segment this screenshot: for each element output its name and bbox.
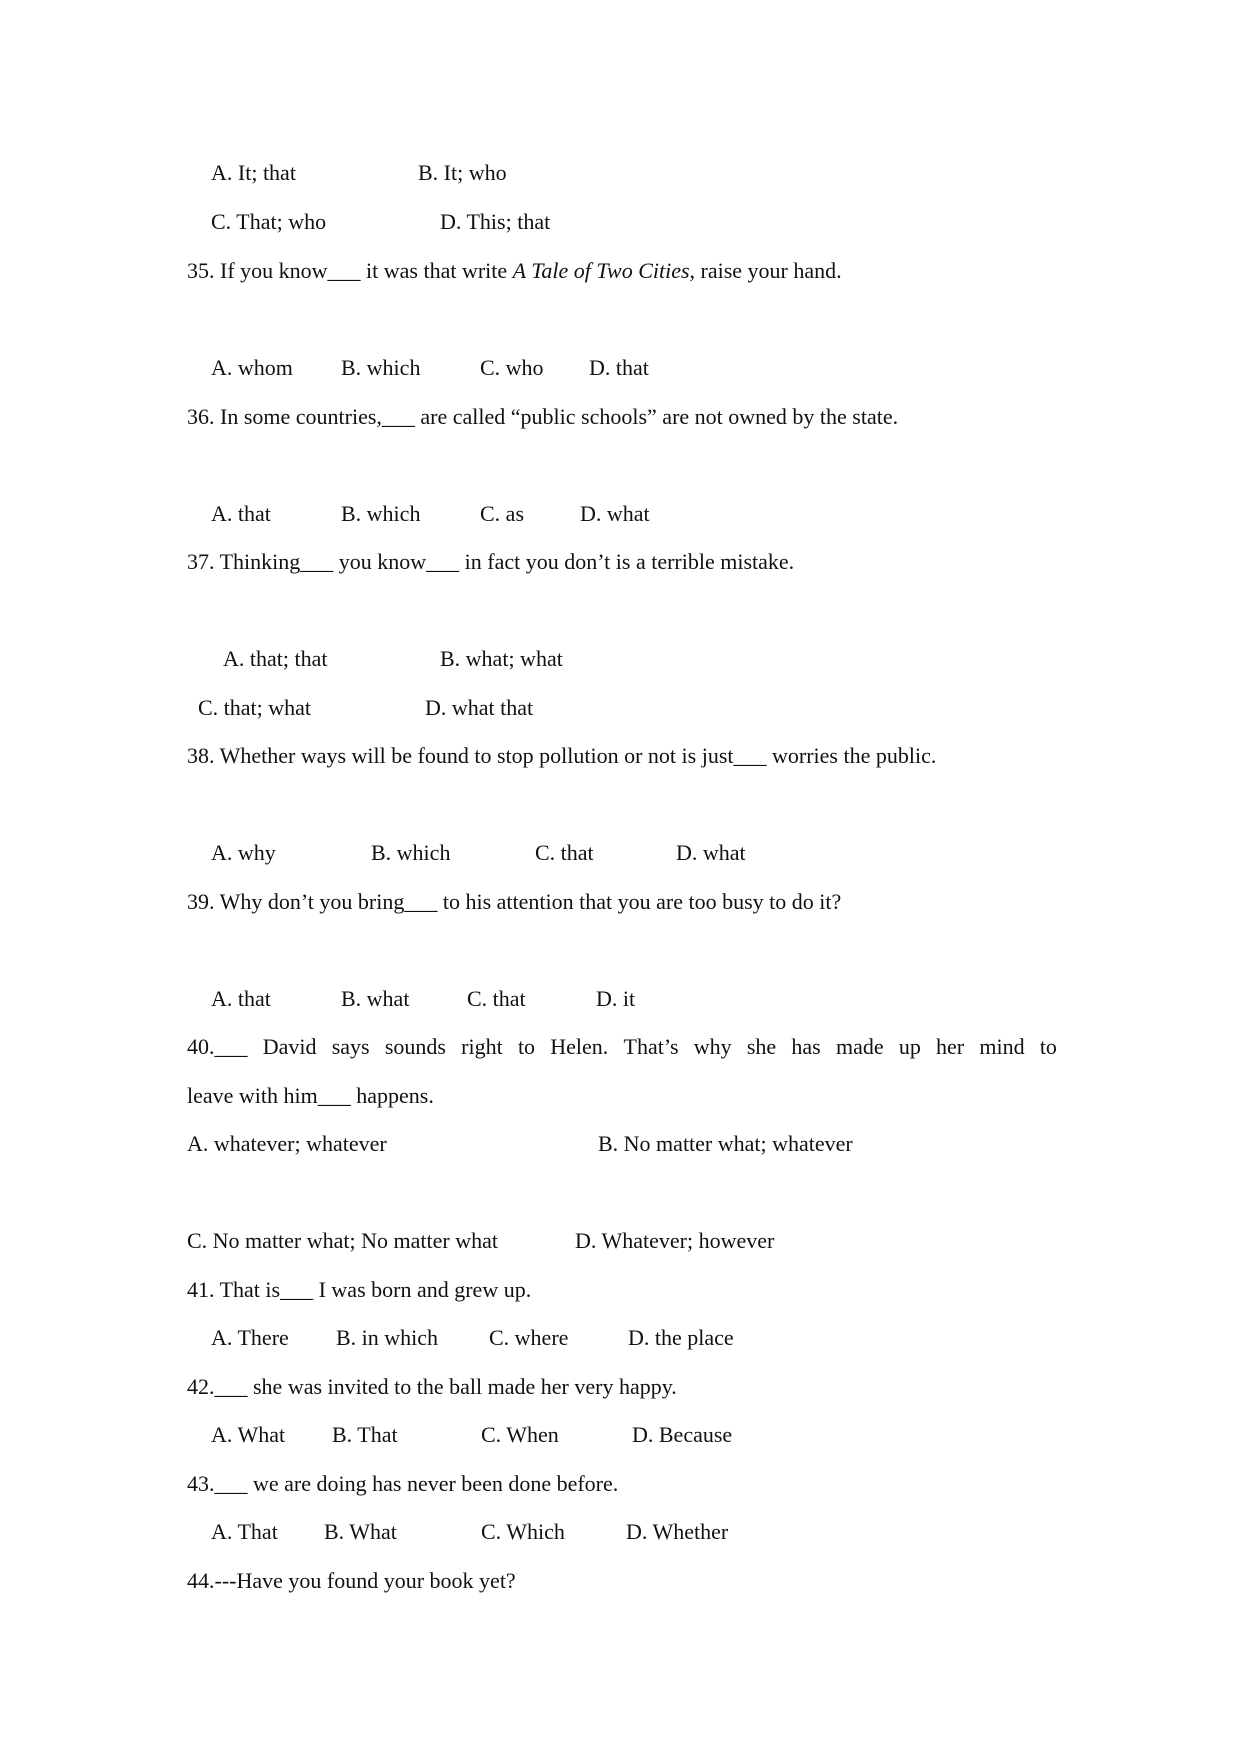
q40-word: to: [1039, 1034, 1057, 1059]
q40-word: right: [461, 1034, 503, 1059]
q40-word: sounds: [384, 1034, 446, 1059]
q43-option-c: C. Which: [481, 1519, 565, 1544]
q41-question: 41. That is___ I was born and grew up.: [187, 1277, 532, 1302]
q37-option-c: C. that; what: [198, 695, 312, 720]
q41-option-a: A. There: [211, 1325, 289, 1350]
q40-option-d: D. Whatever; however: [575, 1228, 775, 1253]
q36-option-b: B. which: [341, 501, 421, 526]
q43-option-b: B. What: [324, 1519, 397, 1544]
q36-option-c: C. as: [480, 501, 524, 526]
q40-question-line2: leave with him___ happens.: [187, 1083, 434, 1108]
q40-word: That’s: [623, 1034, 679, 1059]
q43-option-d: D. Whether: [626, 1519, 729, 1544]
q38-option-b: B. which: [371, 840, 451, 865]
q40-option-b: B. No matter what; whatever: [598, 1131, 853, 1156]
q40-word: has: [791, 1034, 821, 1059]
q40-word: says: [331, 1034, 370, 1059]
q40-question-line1: [187, 1034, 1057, 1060]
q38-option-c: C. that: [535, 840, 594, 865]
q35-text-before: If you know___ it was that write: [214, 258, 513, 283]
q35-question: [187, 258, 842, 284]
q36-question: 36. In some countries,___ are called “public schools” are not owned by the state.: [187, 404, 899, 429]
q41-option-c: C. where: [489, 1325, 569, 1350]
q40-option-a: A. whatever; whatever: [187, 1131, 387, 1156]
q36-option-d: D. what: [580, 501, 650, 526]
q40-word: Helen.: [550, 1034, 609, 1059]
q38-option-a: A. why: [211, 840, 276, 865]
q37-option-d: D. what that: [425, 695, 534, 720]
q39-option-a: A. that: [211, 986, 271, 1011]
q35-text-after: , raise your hand.: [689, 258, 842, 283]
q40-word: mind: [979, 1034, 1025, 1059]
q42-option-a: A. What: [211, 1422, 286, 1447]
q41-option-d: D. the place: [628, 1325, 734, 1350]
q39-question: 39. Why don’t you bring___ to his attention that you are too busy to do it?: [187, 889, 842, 914]
q40-word: David: [262, 1034, 317, 1059]
q40-word: up: [898, 1034, 921, 1059]
q35-option-a: A. whom: [211, 355, 293, 380]
q35-option-d: D. that: [589, 355, 649, 380]
q34-option-b: B. It; who: [418, 160, 507, 185]
q42-question: 42.___ she was invited to the ball made her very happy.: [187, 1374, 677, 1399]
q39-option-d: D. it: [596, 986, 636, 1011]
q36-option-a: A. that: [211, 501, 271, 526]
q39-option-b: B. what: [341, 986, 410, 1011]
q40-word: her: [936, 1034, 965, 1059]
q39-option-c: C. that: [467, 986, 526, 1011]
q40-word: made: [835, 1034, 884, 1059]
q34-option-a: A. It; that: [211, 160, 296, 185]
q38-question: 38. Whether ways will be found to stop pollution or not is just___ worries the public.: [187, 743, 937, 768]
q42-option-c: C. When: [481, 1422, 559, 1447]
q40-word: 40.___: [187, 1034, 248, 1059]
q43-question: 43.___ we are doing has never been done before.: [187, 1471, 619, 1496]
q34-option-c: C. That; who: [211, 209, 327, 234]
q42-option-b: B. That: [332, 1422, 398, 1447]
q34-option-d: D. This; that: [440, 209, 551, 234]
q35-number: 35.: [187, 258, 215, 283]
q43-option-a: A. That: [211, 1519, 278, 1544]
q35-option-c: C. who: [480, 355, 544, 380]
q40-option-c: C. No matter what; No matter what: [187, 1228, 498, 1253]
q44-question: 44.---Have you found your book yet?: [187, 1568, 516, 1593]
q37-question: 37. Thinking___ you know___ in fact you don’t is a terrible mistake.: [187, 549, 795, 574]
q35-option-b: B. which: [341, 355, 421, 380]
q40-word: to: [517, 1034, 536, 1059]
q38-option-d: D. what: [676, 840, 746, 865]
q41-option-b: B. in which: [336, 1325, 439, 1350]
q42-option-d: D. Because: [632, 1422, 733, 1447]
q37-option-b: B. what; what: [440, 646, 563, 671]
q40-word: she: [746, 1034, 777, 1059]
q40-word: why: [693, 1034, 732, 1059]
q35-title-italic: A Tale of Two Cities: [512, 258, 690, 283]
q37-option-a: A. that; that: [223, 646, 328, 671]
